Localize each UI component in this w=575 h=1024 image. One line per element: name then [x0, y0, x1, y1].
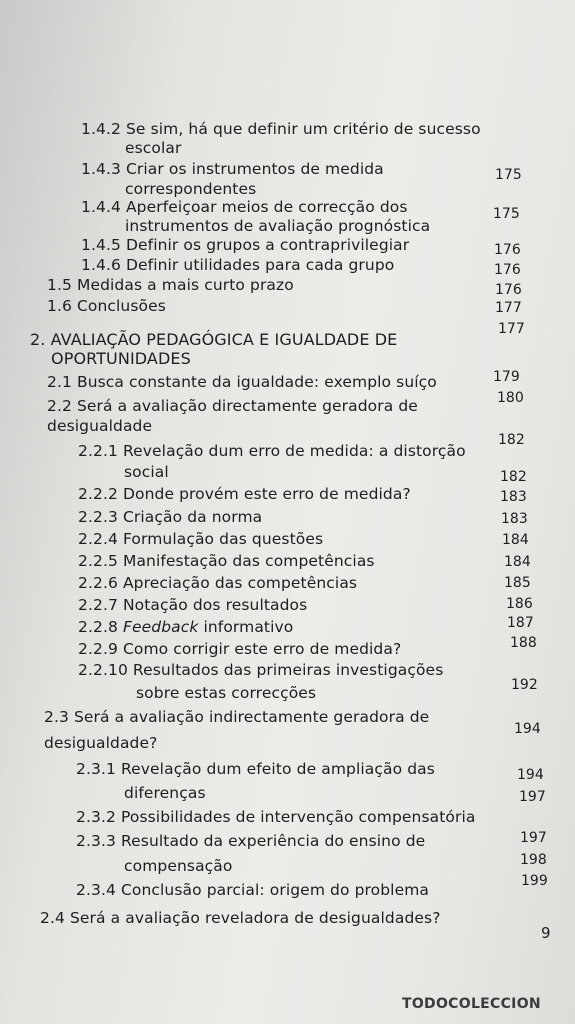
toc-page-number: 177 — [498, 321, 525, 337]
toc-page-number: 187 — [507, 615, 534, 631]
page-folio: 9 — [541, 924, 551, 942]
toc-line: diferenças — [124, 784, 206, 802]
toc-line: 1.4.6 Definir utilidades para cada grupo — [81, 256, 395, 274]
toc-page-number: 177 — [495, 300, 522, 316]
toc-line: 1.4.4 Aperfeiçoar meios de correcção dos — [81, 198, 408, 216]
toc-line: 2.2.10 Resultados das primeiras investigações — [78, 661, 444, 679]
toc-line: 2.2.6 Apreciação das competências — [78, 574, 358, 592]
toc-line: 2.2 Será a avaliação directamente geradora de — [47, 397, 418, 415]
toc-line: OPORTUNIDADES — [51, 349, 191, 368]
toc-line: 2.2.9 Como corrigir este erro de medida? — [78, 640, 402, 658]
toc-page-number: 175 — [493, 206, 520, 222]
toc-line: 1.4.2 Se sim, há que definir um critério de sucesso — [81, 120, 481, 138]
toc-line: escolar — [125, 139, 182, 157]
toc-page-number: 192 — [511, 677, 538, 693]
watermark: TODOCOLECCION — [402, 996, 541, 1012]
toc-line: compensação — [124, 857, 233, 875]
toc-page-number: 186 — [506, 596, 533, 612]
toc-page-number: 182 — [500, 469, 527, 485]
toc-line: correspondentes — [125, 180, 257, 198]
toc-line: 1.6 Conclusões — [47, 297, 166, 315]
toc-line: 2.2.2 Donde provém este erro de medida? — [78, 485, 411, 503]
toc-line: 2.2.5 Manifestação das competências — [78, 552, 375, 570]
toc-page-number: 182 — [498, 432, 525, 448]
toc-line: 2.3 Será a avaliação indirectamente geradora de — [44, 708, 430, 726]
toc-line: 2.3.4 Conclusão parcial: origem do problema — [76, 881, 430, 899]
toc-line: 2.3.3 Resultado da experiência do ensino de — [76, 832, 426, 850]
toc-line: 2.2.4 Formulação das questões — [78, 530, 324, 548]
toc-line: instrumentos de avaliação prognóstica — [125, 217, 431, 235]
toc-page-number: 194 — [517, 767, 544, 783]
toc-page-number: 198 — [520, 852, 547, 868]
toc-page-number: 185 — [504, 575, 531, 591]
toc-page-number: 175 — [495, 167, 522, 183]
toc-page-number: 199 — [521, 873, 548, 889]
toc-page-number: 183 — [501, 511, 528, 527]
toc-line: 2.3.1 Revelação dum efeito de ampliação das — [76, 760, 435, 778]
toc-page-number: 179 — [493, 369, 520, 385]
toc-page-number: 184 — [504, 554, 531, 570]
toc-line: social — [124, 463, 169, 481]
toc-line: 2.2.8 Feedback informativo — [78, 618, 294, 636]
toc-line: desigualdade — [47, 417, 153, 435]
toc-line: 2.2.7 Notação dos resultados — [78, 596, 308, 614]
toc-line: 1.4.5 Definir os grupos a contraprivilegiar — [81, 236, 410, 254]
toc-line: 1.4.3 Criar os instrumentos de medida — [81, 160, 384, 178]
toc-page-number: 184 — [502, 532, 529, 548]
toc-page-number: 197 — [519, 789, 546, 805]
toc-page-number: 176 — [494, 262, 521, 278]
toc-page-number: 176 — [495, 282, 522, 298]
toc-page-number: 194 — [514, 721, 541, 737]
toc-page-number: 176 — [494, 242, 521, 258]
toc-line: 2.3.2 Possibilidades de intervenção compensatória — [76, 808, 476, 826]
toc-line: sobre estas correcções — [136, 684, 317, 702]
toc-line: 1.5 Medidas a mais curto prazo — [47, 276, 294, 294]
toc-line: 2.2.1 Revelação dum erro de medida: a distorção — [78, 442, 466, 460]
toc-page-number: 197 — [520, 830, 547, 846]
toc-page-number: 180 — [497, 390, 524, 406]
toc-page-number: 188 — [510, 635, 537, 651]
toc-line: 2.2.3 Criação da norma — [78, 508, 263, 526]
toc-line: desigualdade? — [44, 734, 158, 752]
toc-line: 2.1 Busca constante da igualdade: exemplo suíço — [47, 373, 437, 391]
toc-line: 2. AVALIAÇÃO PEDAGÓGICA E IGUALDADE DE — [30, 330, 398, 349]
toc-line: 2.4 Será a avaliação reveladora de desigualdades? — [40, 909, 441, 927]
toc-page-number: 183 — [500, 489, 527, 505]
